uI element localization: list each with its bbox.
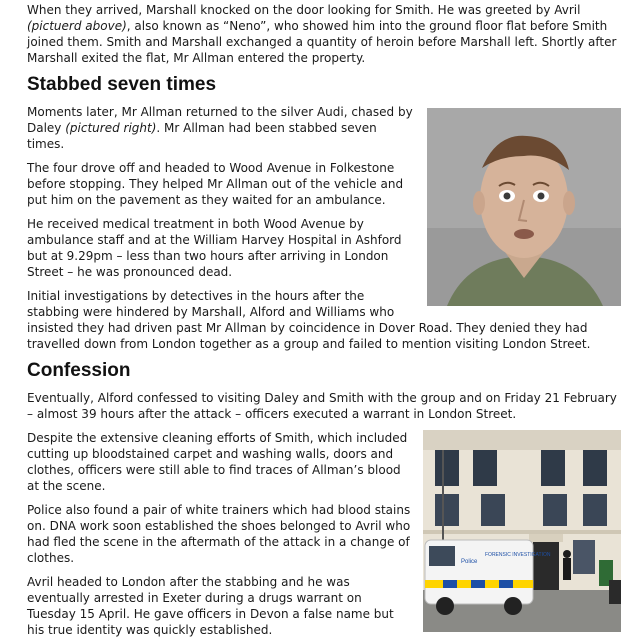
section2-paragraph-1: Eventually, Alford confessed to visiting Daley and Smith with the group and on Friday 21 February – almost 39 hours after the attack – officers executed a warrant in London Street. bbox=[27, 391, 617, 421]
section2-paragraph-3: Police also found a pair of white trainers which had blood stains on. DNA work soon established the shoes belonged to Avril who had fled the scene in the aftermath of the attack in a change of clothes. bbox=[27, 503, 411, 565]
crime-scene-photo bbox=[423, 430, 621, 632]
van-police-text: Police bbox=[461, 559, 478, 565]
mugshot-image bbox=[427, 108, 621, 310]
section-heading-stabbed: Stabbed seven times bbox=[27, 74, 217, 95]
mugshot-photo bbox=[427, 108, 621, 306]
s1p1-text-b: . Mr Allman had been stabbed seven times. bbox=[27, 121, 377, 151]
section2-paragraph-4: Avril headed to London after the stabbing and he was eventually arrested in Exeter during a drugs warrant on Tuesday 15 April. He gave officers in Devon a false name but his true identity was quickly established. bbox=[27, 575, 394, 637]
intro-paragraph bbox=[27, 2, 621, 66]
intro-caption-ref: (pictuerd above) bbox=[27, 19, 127, 33]
s1p1-text-a: Moments later, Mr Allman returned to the silver Audi, chased by Daley bbox=[27, 105, 413, 135]
intro-text-b: , also known as “Neno”, who showed him into the ground floor flat before Smith joined them. Smith and Marshall exchanged a quantity of heroin before Marshall left. Shortly after Marshall exited the flat, Mr Allman entered the property. bbox=[27, 19, 617, 65]
section1-paragraph-2: The four drove off and headed to Wood Avenue in Folkestone before stopping. They helped Mr Allman out of the vehicle and put him on the pavement as they waited for an ambulance. bbox=[27, 161, 404, 207]
section-heading-confession: Confession bbox=[27, 360, 131, 381]
intro-text-a: When they arrived, Marshall knocked on the door looking for Smith. He was greeted by Avril bbox=[27, 3, 581, 17]
section2-paragraph-2: Despite the extensive cleaning efforts of Smith, which included cutting up bloodstained carpet and washing walls, doors and clothes, officers were still able to find traces of Allman’s blood at the scene. bbox=[27, 431, 408, 493]
daley-caption-ref: (pictured right) bbox=[65, 121, 157, 135]
section1-paragraph-4: Initial investigations by detectives in the hours after the stabbing were hindered by Marshall, Alford and Williams who insisted they had driven past Mr Allman by coincidence in Dover Road. They denied they had travelled down from London together as a group and failed to mention visiting London Street. bbox=[27, 289, 591, 351]
section1-paragraph-3: He received medical treatment in both Wood Avenue by ambulance staff and at the William Harvey Hospital in Ashford but at 9.29pm – less than two hours after arriving in London Street – he was pronounced dead. bbox=[27, 217, 402, 279]
van-forensic-text: FORENSIC INVESTIGATION bbox=[485, 552, 551, 558]
crime-scene-image bbox=[423, 430, 621, 636]
